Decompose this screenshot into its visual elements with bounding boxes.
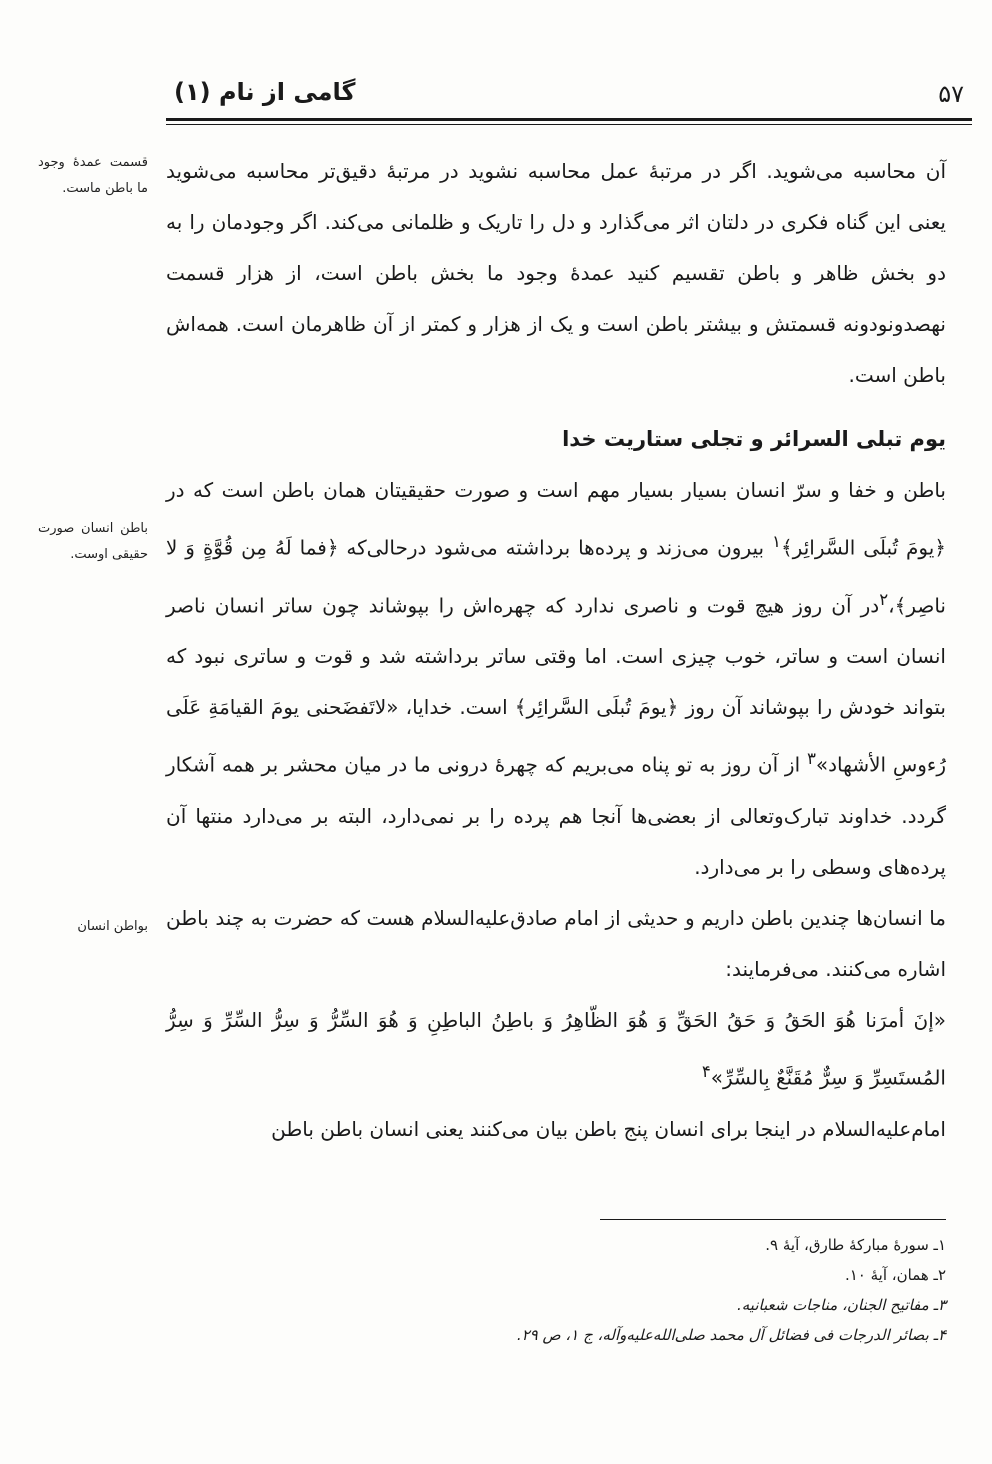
paragraph-1: آن محاسبه می‌شوید. اگر در مرتبۀ عمل محاسبه نشوید در مرتبۀ دقیق‌تر محاسبه می‌شوید یعنی این گناه فکری در دلتان اثر می‌گذارد و دل را تاریک و ظلمانی می‌کند. اگر وجودمان را به دو بخش ظاهر و باطن تقسیم کنید عمدۀ وجود ما بخش باطن است، از هزار قسمت نهصدونودونه قسمتش و بیشتر باطن است و یک از هزار و کمتر از آن ظاهرمان است. همه‌اش باطن است. [166,159,946,387]
paragraph-2-part-c: در آن روز هیچ قوت و ناصری ندارد که چهره‌اش را بپوشاند چون ساتر انسان ناصر انسان است و ساتر، خوب چیزی است. اما وقتی ساتر برداشته شد و قوت و ساتری نبود که بتواند خودش را بپوشاند آن روز ﴿یومَ تُبلَی السَّرائِر﴾ است. خدایا، «لاتَفضَحنی یومَ القیامَةِ عَلَی رُءوسِ الأشهاد» [166,593,946,777]
footnote-3: ۳ـ مفاتیح الجنان، مناجات شعبانیه. [737,1296,946,1314]
hadith-quote [166,995,946,1104]
margin-note-2: باطن انسان صورت حقیقی اوست. [38,521,148,562]
margin-note-1: قسمت عمدۀ وجود ما باطن ماست. [38,155,148,196]
hadith-text: «إنَ أمرَنا هُوَ الحَقُ وَ حَقُ الحَقِّ وَ هُوَ الظّاهِرُ وَ باطِنُ الباطِنِ وَ هُوَ السِّرُّ وَ سِرُّ السِّرِّ وَ سِرُّ المُستَسِرِّ وَ سِرٌّ مُقَنَّعٌ بِالسِّرِّ» [166,1007,946,1090]
footnote-ref-2: ۲ [879,589,889,609]
footnotes [166,1230,946,1350]
footnote-ref-1: ۱ [771,532,781,551]
footnote-rule [600,1219,946,1220]
book-title: گامی از نام (۱) [174,78,356,106]
paragraph-2-part-b: بیرون می‌زند و پرده‌ها برداشته می‌شود درحالی‌که ﴿فما لَهُ مِن قُوَّةٍ وَ لا ناصِر﴾، [166,535,946,618]
running-header [166,72,972,112]
margin-note-3: بواطن انسان [77,919,148,934]
paragraph-2-part-d: از آن روز به تو پناه می‌بریم که چهرۀ درونی ما در میان محشر بر همه آشکار گردد. خداوند تبارک‌وتعالی از بعضی‌ها آنجا هم پرده را بر نمی‌دارد، البته بر می‌دارد منتها آن پرده‌های وسطی را بر می‌دارد. [166,752,946,879]
paragraph-4: امام‌علیه‌السلام در اینجا برای انسان پنج باطن بیان می‌کنند یعنی انسان باطن باطن [271,1116,946,1141]
header-rule-thin [166,124,972,125]
paragraph-2-part-a: باطن و خفا و سرّ انسان بسیار بسیار مهم است و صورت حقیقیتان همان باطن است که در ﴿یومَ تُبلَی السَّرائِر﴾ [166,478,947,560]
header-rule-thick [166,118,972,121]
paragraph-2 [166,465,946,893]
section-heading: یوم تبلی السرائر و تجلی ستاریت خدا [562,427,946,451]
footnote-ref-3: ۳ [806,749,816,769]
main-text [166,146,946,1155]
footnote-1: ۱ـ سورۀ مبارکۀ طارق، آیۀ ۹. [765,1236,946,1254]
footnote-2: ۲ـ همان، آیۀ ۱۰. [844,1266,946,1284]
paragraph-3: ما انسان‌ها چندین باطن داریم و حدیثی از امام صادق‌علیه‌السلام هست که حضرت به چند باطن اشاره می‌کنند. می‌فرمایند: [166,905,946,981]
footnote-ref-4: ۴ [701,1061,711,1081]
footnote-4: ۴ـ بصائر الدرجات فی فضائل آل محمد صلی‌الله‌علیه‌وآله، ج ۱، ص ۲۹. [516,1326,946,1344]
page-number: ۵۷ [938,80,964,108]
